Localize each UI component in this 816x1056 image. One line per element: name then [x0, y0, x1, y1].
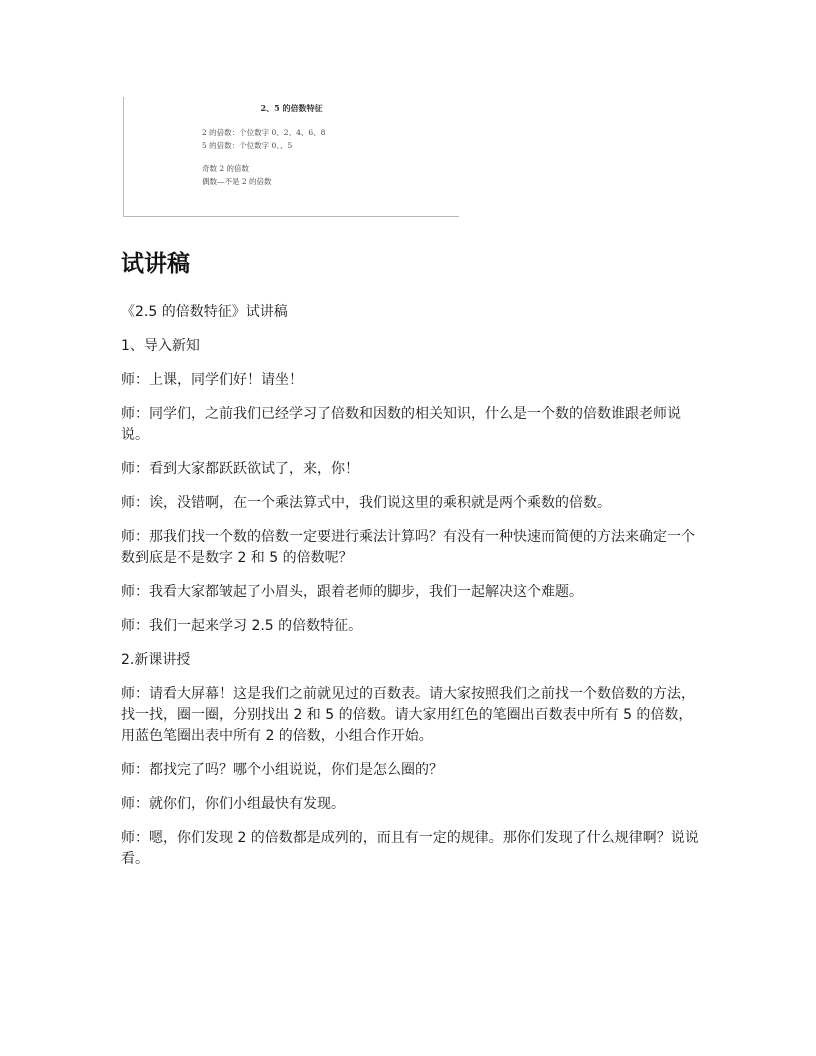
paragraph: 师：我们一起来学习 2.5 的倍数特征。 — [121, 618, 363, 634]
board-line: 偶数—不是 2 的倍数 — [202, 177, 272, 186]
paragraph: 师：嗯，你们发现 2 的倍数都是成列的，而且有一定的规律。那你们发现了什么规律啊？说说看。 — [121, 830, 699, 867]
paragraph: 师：都找完了吗？哪个小组说说，你们是怎么圈的？ — [121, 762, 443, 778]
lesson-board-image — [123, 97, 459, 217]
paragraph: 师：我看大家都皱起了小眉头，跟着老师的脚步，我们一起解决这个难题。 — [121, 584, 583, 600]
board-line: 奇数 2 的倍数 — [202, 164, 250, 173]
paragraph: 师：看到大家都跃跃欲试了，来，你！ — [121, 461, 359, 477]
paragraph: 师：就你们，你们小组最快有发现。 — [121, 796, 345, 812]
section-heading: 1、导入新知 — [121, 338, 200, 354]
paragraph: 师：诶，没错啊，在一个乘法算式中，我们说这里的乘积就是两个乘数的倍数。 — [121, 495, 611, 511]
board-line: 5 的倍数：个位数字 0、、5 — [202, 141, 293, 150]
paragraph: 《2.5 的倍数特征》试讲稿 — [121, 304, 288, 320]
document-title: 试讲稿 — [121, 251, 190, 277]
paragraph: 师：那我们找一个数的倍数一定要进行乘法计算吗？有没有一种快速而简便的方法来确定一个数到底是不是数字 2 和 5 的倍数呢？ — [121, 529, 695, 566]
board-line: 2 的倍数：个位数字 0、2、4、6、8 — [202, 128, 326, 137]
paragraph: 师：上课，同学们好！请坐！ — [121, 372, 303, 388]
section-heading: 2.新课讲授 — [121, 652, 191, 668]
paragraph: 师：请看大屏幕！这是我们之前就见过的百数表。请大家按照我们之前找一个数倍数的方法，找一找，圈一圈，分别找出 2 和 5 的倍数。请大家用红色的笔圈出百数表中所有 5 的倍数，用蓝色笔圈出表中所有 2 的倍数，小组合作开始。 — [121, 686, 695, 744]
board-title: 2、5 的倍数特征 — [260, 103, 323, 113]
document-body — [121, 302, 701, 883]
paragraph: 师：同学们，之前我们已经学习了倍数和因数的相关知识，什么是一个数的倍数谁跟老师说说。 — [121, 406, 681, 443]
